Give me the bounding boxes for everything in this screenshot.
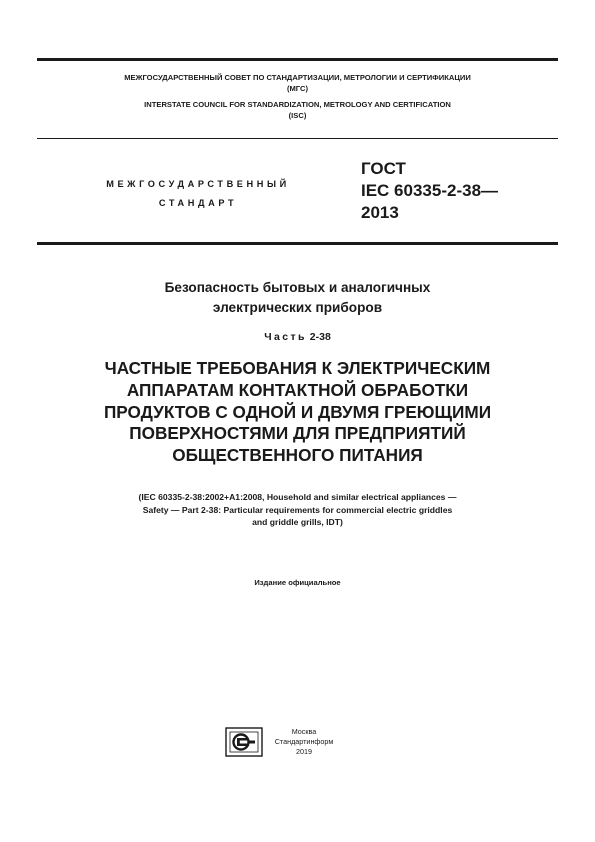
main-title-line: АППАРАТАМ КОНТАКТНОЙ ОБРАБОТКИ xyxy=(126,379,469,400)
official-edition: Издание официальное xyxy=(254,578,341,587)
standard-year: 2013 xyxy=(361,203,399,222)
standard-designation xyxy=(361,158,551,224)
council-abbr-ru: (МГС) xyxy=(286,83,309,93)
standartinform-logo-icon xyxy=(225,727,263,757)
header-divider xyxy=(37,138,558,139)
standard-type xyxy=(68,175,328,213)
publisher-year: 2019 xyxy=(296,747,312,756)
top-rule xyxy=(37,58,558,61)
publisher-city: Москва xyxy=(291,727,317,736)
standard-type-line2: СТАНДАРТ xyxy=(158,198,238,208)
gost-label: ГОСТ xyxy=(361,159,406,178)
equivalent-standard xyxy=(37,491,558,529)
council-block xyxy=(37,73,558,121)
council-name-en: INTERSTATE COUNCIL FOR STANDARDIZATION, METROLOGY AND CERTIFICATION xyxy=(144,100,451,109)
equivalent-line: and griddle grills, IDT) xyxy=(252,517,343,527)
publisher-block xyxy=(266,727,342,757)
equivalent-line: Safety — Part 2-38: Particular requirements for commercial electric griddles xyxy=(142,504,453,515)
designation-rule xyxy=(37,242,558,245)
part-label xyxy=(37,330,558,344)
main-title-line: ПРОДУКТОВ С ОДНОЙ И ДВУМЯ ГРЕЮЩИМИ xyxy=(103,401,492,422)
standard-type-line1: МЕЖГОСУДАРСТВЕННЫЙ xyxy=(106,179,290,189)
equivalent-line: (IEC 60335-2-38:2002+A1:2008, Household and similar electrical appliances — xyxy=(138,492,457,502)
main-title-line: ОБЩЕСТВЕННОГО ПИТАНИЯ xyxy=(172,445,423,466)
part-number: 2-38 xyxy=(309,331,331,343)
part-word: Часть xyxy=(264,331,307,343)
main-title xyxy=(37,358,558,467)
standard-number: IEC 60335-2-38— xyxy=(361,181,499,200)
subject-title xyxy=(37,278,558,318)
council-name-ru: МЕЖГОСУДАРСТВЕННЫЙ СОВЕТ ПО СТАНДАРТИЗАЦИИ, МЕТРОЛОГИИ И СЕРТИФИКАЦИИ xyxy=(124,73,471,82)
main-title-line: ЧАСТНЫЕ ТРЕБОВАНИЯ К ЭЛЕКТРИЧЕСКИМ xyxy=(104,358,491,378)
council-abbr-en: (ISC) xyxy=(288,110,307,120)
publisher-name: Стандартинформ xyxy=(274,737,334,746)
subject-line-2: электрических приборов xyxy=(212,300,383,315)
subject-line-1: Безопасность бытовых и аналогичных xyxy=(164,280,431,295)
main-title-line: ПОВЕРХНОСТЯМИ ДЛЯ ПРЕДПРИЯТИЙ xyxy=(129,423,466,444)
